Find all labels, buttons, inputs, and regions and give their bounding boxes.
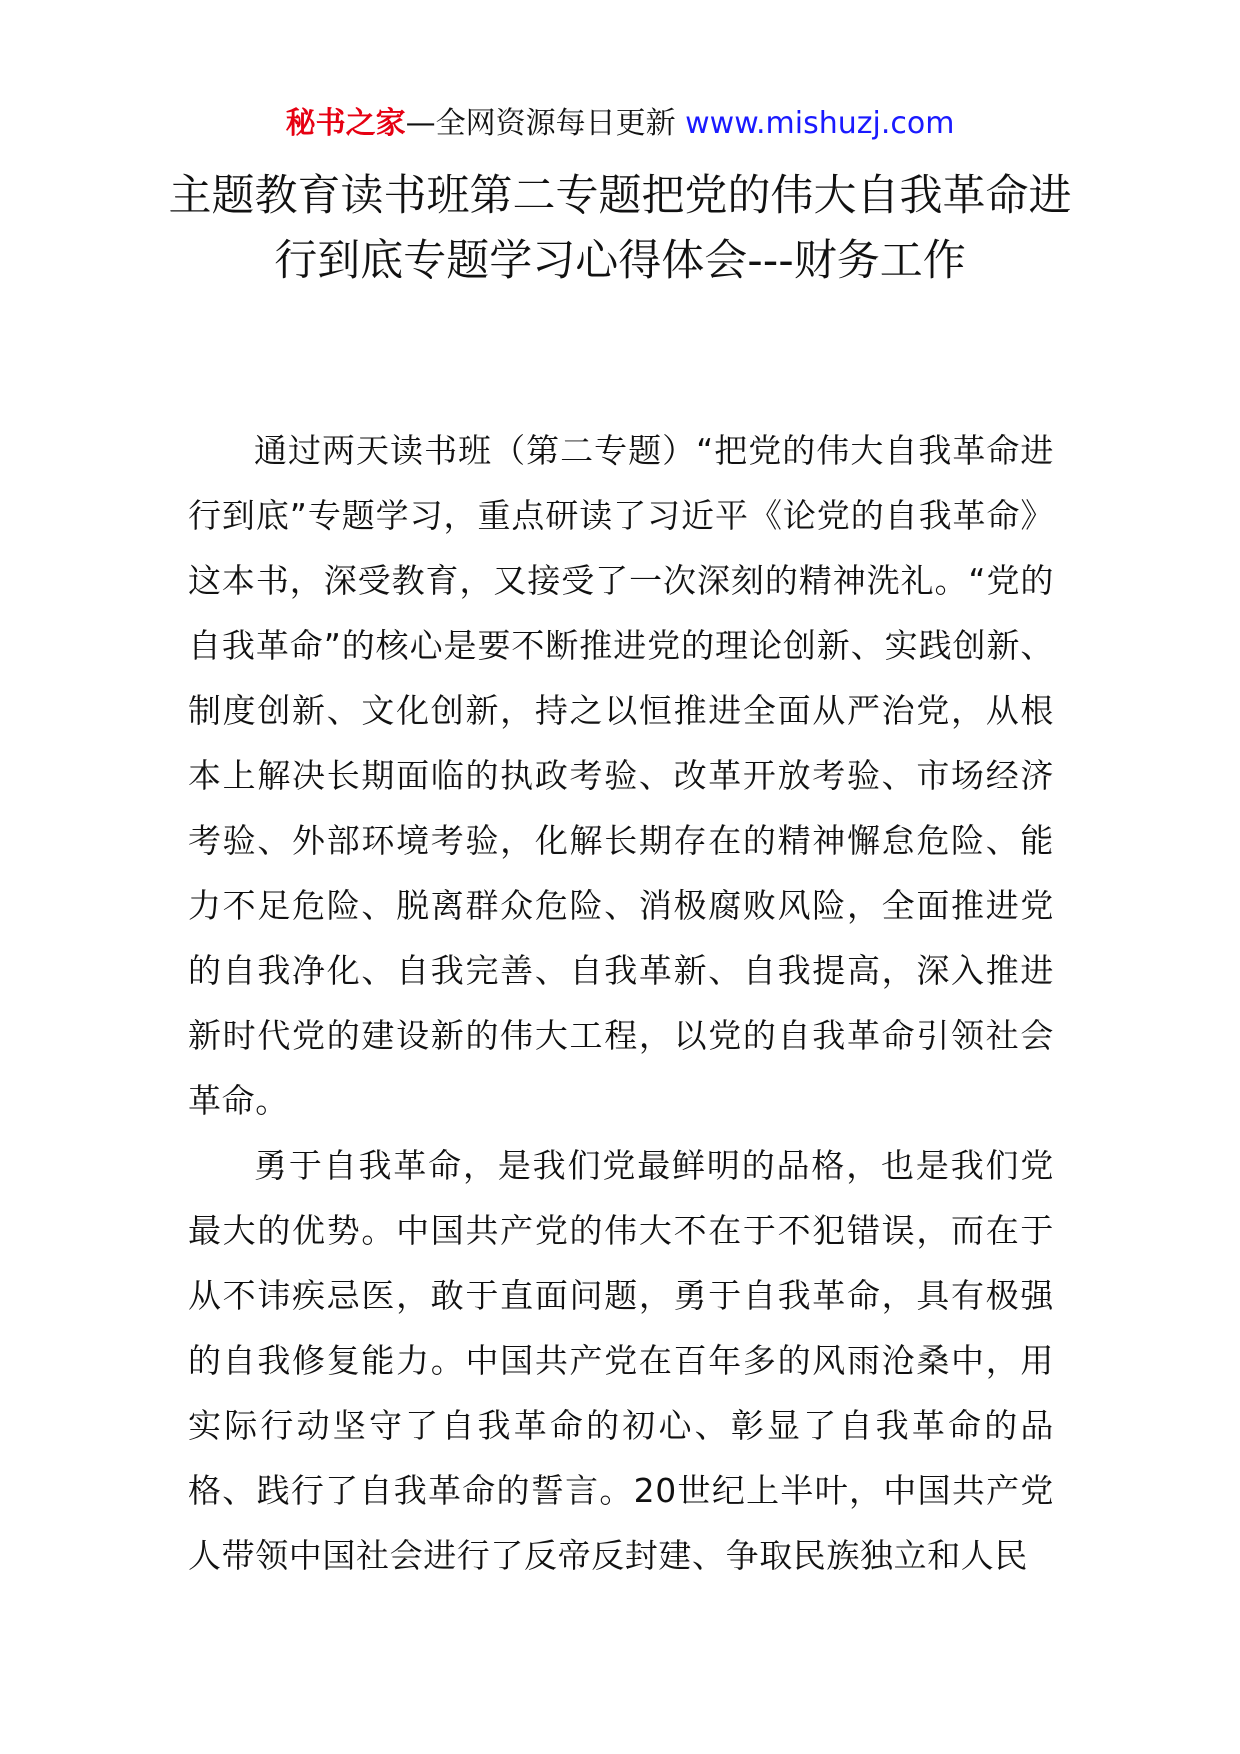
site-tagline: —全网资源每日更新 <box>405 106 676 141</box>
site-brand: 秘书之家 <box>285 106 406 141</box>
document-body <box>188 418 1054 1588</box>
site-url-link[interactable]: www.mishuzj.com <box>685 106 955 141</box>
site-header <box>0 100 1240 148</box>
body-paragraph: 通过两天读书班（第二专题）“把党的伟大自我革命进行到底”专题学习，重点研读了习近平《论党的自我革命》这本书，深受教育，又接受了一次深刻的精神洗礼。“党的自我革命”的核心是要不断推进党的理论创新、实践创新、制度创新、文化创新，持之以恒推进全面从严治党，从根本上解决长期面临的执政考验、改革开放考验、市场经济考验、外部环境考验，化解长期存在的精神懈怠危险、能力不足危险、脱离群众危险、消极腐败风险，全面推进党的自我净化、自我完善、自我革新、自我提高，深入推进新时代党的建设新的伟大工程，以党的自我革命引领社会革命。 <box>188 431 1054 1120</box>
body-paragraph: 勇于自我革命，是我们党最鲜明的品格，也是我们党最大的优势。中国共产党的伟大不在于不犯错误，而在于从不讳疾忌医，敢于直面问题，勇于自我革命，具有极强的自我修复能力。中国共产党在百年多的风雨沧桑中，用实际行动坚守了自我革命的初心、彰显了自我革命的品格、践行了自我革命的誓言。20世纪上半叶，中国共产党人带领中国社会进行了反帝反封建、争取民族独立和人民 <box>188 1146 1054 1575</box>
document-title: 主题教育读书班第二专题把党的伟大自我革命进行到底专题学习心得体会---财务工作 <box>168 171 1072 286</box>
